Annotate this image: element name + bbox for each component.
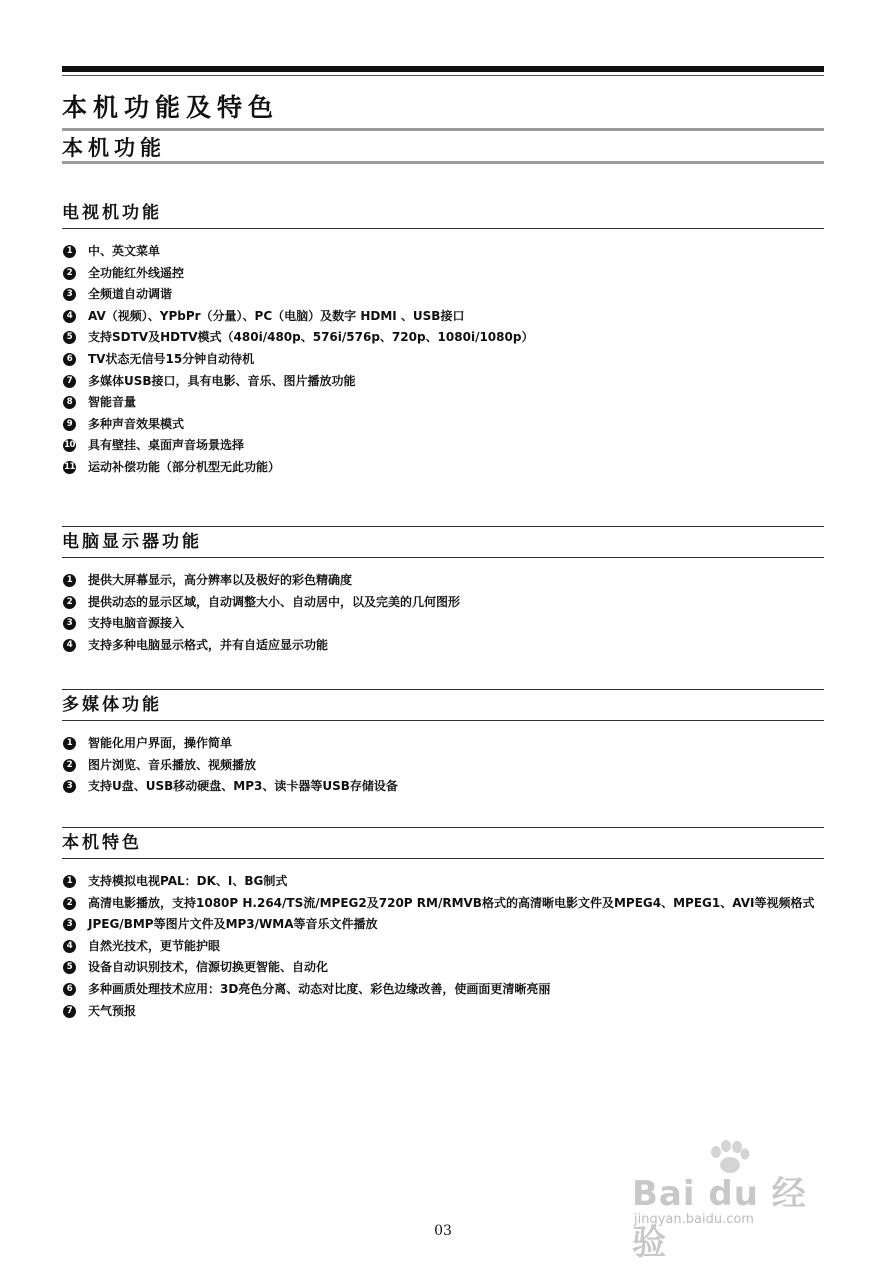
- top-thin-rule: [62, 75, 824, 76]
- number-badge: 3: [63, 918, 76, 931]
- page-subtitle: 本机功能: [62, 136, 166, 160]
- number-badge: 3: [63, 617, 76, 630]
- item-text: 支持多种电脑显示格式，并有自适应显示功能: [88, 637, 329, 652]
- list-item: [62, 733, 824, 755]
- subtitle-divider: [62, 161, 824, 164]
- section-title: 多媒体功能: [62, 689, 824, 721]
- list-item: [62, 306, 824, 328]
- top-thick-rule: [62, 66, 824, 72]
- page-number: 03: [434, 1223, 452, 1239]
- list-item: [62, 776, 824, 798]
- number-badge: 3: [63, 288, 76, 301]
- list-item: [62, 893, 824, 915]
- item-text: 支持U盘、USB移动硬盘、MP3、读卡器等USB存储设备: [88, 779, 398, 794]
- section-pc-monitor-functions: [62, 526, 824, 656]
- number-badge: 10: [64, 440, 75, 451]
- number-badge: 1: [63, 737, 76, 750]
- feature-list: [62, 570, 824, 656]
- list-item: [62, 327, 824, 349]
- section-title: 电视机功能: [62, 198, 824, 229]
- item-text: TV状态无信号15分钟自动待机: [88, 351, 255, 366]
- number-badge: 1: [63, 574, 76, 587]
- watermark-logo: Bai du 经验: [632, 1174, 807, 1263]
- item-text: 设备自动识别技术，信源切换更智能、自动化: [88, 960, 329, 975]
- list-item: [62, 914, 824, 936]
- item-text: 支持SDTV及HDTV模式（480i/480p、576i/576p、720p、1080i/1080p）: [88, 330, 534, 345]
- section-product-features: [62, 827, 824, 1022]
- number-badge: 4: [63, 639, 76, 652]
- title-divider: [62, 128, 824, 131]
- number-badge: 2: [63, 897, 76, 910]
- item-text: 多媒体USB接口，具有电影、音乐、图片播放功能: [88, 373, 356, 388]
- item-text: 全频道自动调谐: [88, 287, 173, 302]
- number-badge: 5: [63, 331, 76, 344]
- feature-list: [62, 871, 824, 1022]
- section-tv-functions: [62, 198, 824, 479]
- number-badge: 2: [63, 759, 76, 772]
- item-text: 自然光技术，更节能护眼: [88, 938, 221, 953]
- list-item: [62, 241, 824, 263]
- item-text: 中、英文菜单: [88, 244, 161, 258]
- number-badge: 7: [63, 375, 76, 388]
- list-item: [62, 392, 824, 414]
- item-text: 多种画质处理技术应用：3D亮色分离、动态对比度、彩色边缘改善，使画面更清晰亮丽: [88, 981, 551, 996]
- list-item: [62, 263, 824, 285]
- item-text: 运动补偿功能（部分机型无此功能）: [88, 459, 281, 474]
- number-badge: 4: [63, 310, 76, 323]
- section-title: 本机特色: [62, 827, 824, 859]
- list-item: [62, 871, 824, 893]
- number-badge: 8: [63, 396, 76, 409]
- list-item: [62, 957, 824, 979]
- number-badge: 2: [63, 596, 76, 609]
- feature-list: [62, 241, 824, 479]
- item-text: AV（视频）、YPbPr（分量）、PC（电脑）及数字 HDMI 、USB接口: [88, 308, 465, 323]
- page-title: 本机功能及特色: [62, 93, 280, 122]
- feature-list: [62, 733, 824, 798]
- number-badge: 2: [63, 267, 76, 280]
- list-item: [62, 755, 824, 777]
- list-item: [62, 1001, 824, 1023]
- item-text: 支持电脑音源接入: [88, 616, 185, 631]
- item-text: 智能化用户界面，操作简单: [88, 736, 233, 750]
- list-item: [62, 936, 824, 958]
- number-badge: 1: [63, 875, 76, 888]
- list-item: [62, 613, 824, 635]
- number-badge: 9: [63, 418, 76, 431]
- list-item: [62, 570, 824, 592]
- item-text: 支持模拟电视PAL：DK、I、BG制式: [88, 874, 288, 888]
- item-text: JPEG/BMP等图片文件及MP3/WMA等音乐文件播放: [88, 917, 378, 932]
- watermark-url: jingyan.baidu.com: [634, 1212, 754, 1227]
- item-text: 图片浏览、音乐播放、视频播放: [88, 757, 257, 772]
- list-item: [62, 457, 824, 479]
- number-badge: 1: [63, 245, 76, 258]
- item-text: 多种声音效果模式: [88, 416, 185, 431]
- list-item: [62, 284, 824, 306]
- item-text: 具有壁挂、桌面声音场景选择: [88, 438, 245, 453]
- number-badge: 5: [63, 961, 76, 974]
- item-text: 高清电影播放，支持1080P H.264/TS流/MPEG2及720P RM/RMVB格式的高清晰电影文件及MPEG4、MPEG1、AVI等视频格式: [88, 895, 815, 910]
- number-badge: 6: [63, 983, 76, 996]
- number-badge: 3: [63, 780, 76, 793]
- item-text: 天气预报: [88, 1003, 137, 1018]
- list-item: [62, 371, 824, 393]
- list-item: [62, 979, 824, 1001]
- list-item: [62, 349, 824, 371]
- list-item: [62, 635, 824, 657]
- item-text: 提供大屏幕显示，高分辨率以及极好的彩色精确度: [88, 573, 353, 587]
- list-item: [62, 414, 824, 436]
- section-title: 电脑显示器功能: [62, 526, 824, 558]
- number-badge: 4: [63, 940, 76, 953]
- item-text: 智能音量: [88, 395, 137, 410]
- number-badge: 7: [63, 1005, 76, 1018]
- number-badge: 11: [64, 461, 75, 472]
- item-text: 全功能红外线遥控: [88, 265, 185, 280]
- list-item: [62, 435, 824, 457]
- list-item: [62, 592, 824, 614]
- number-badge: 6: [63, 353, 76, 366]
- section-multimedia-functions: [62, 689, 824, 798]
- item-text: 提供动态的显示区域，自动调整大小、自动居中，以及完美的几何图形: [88, 594, 461, 609]
